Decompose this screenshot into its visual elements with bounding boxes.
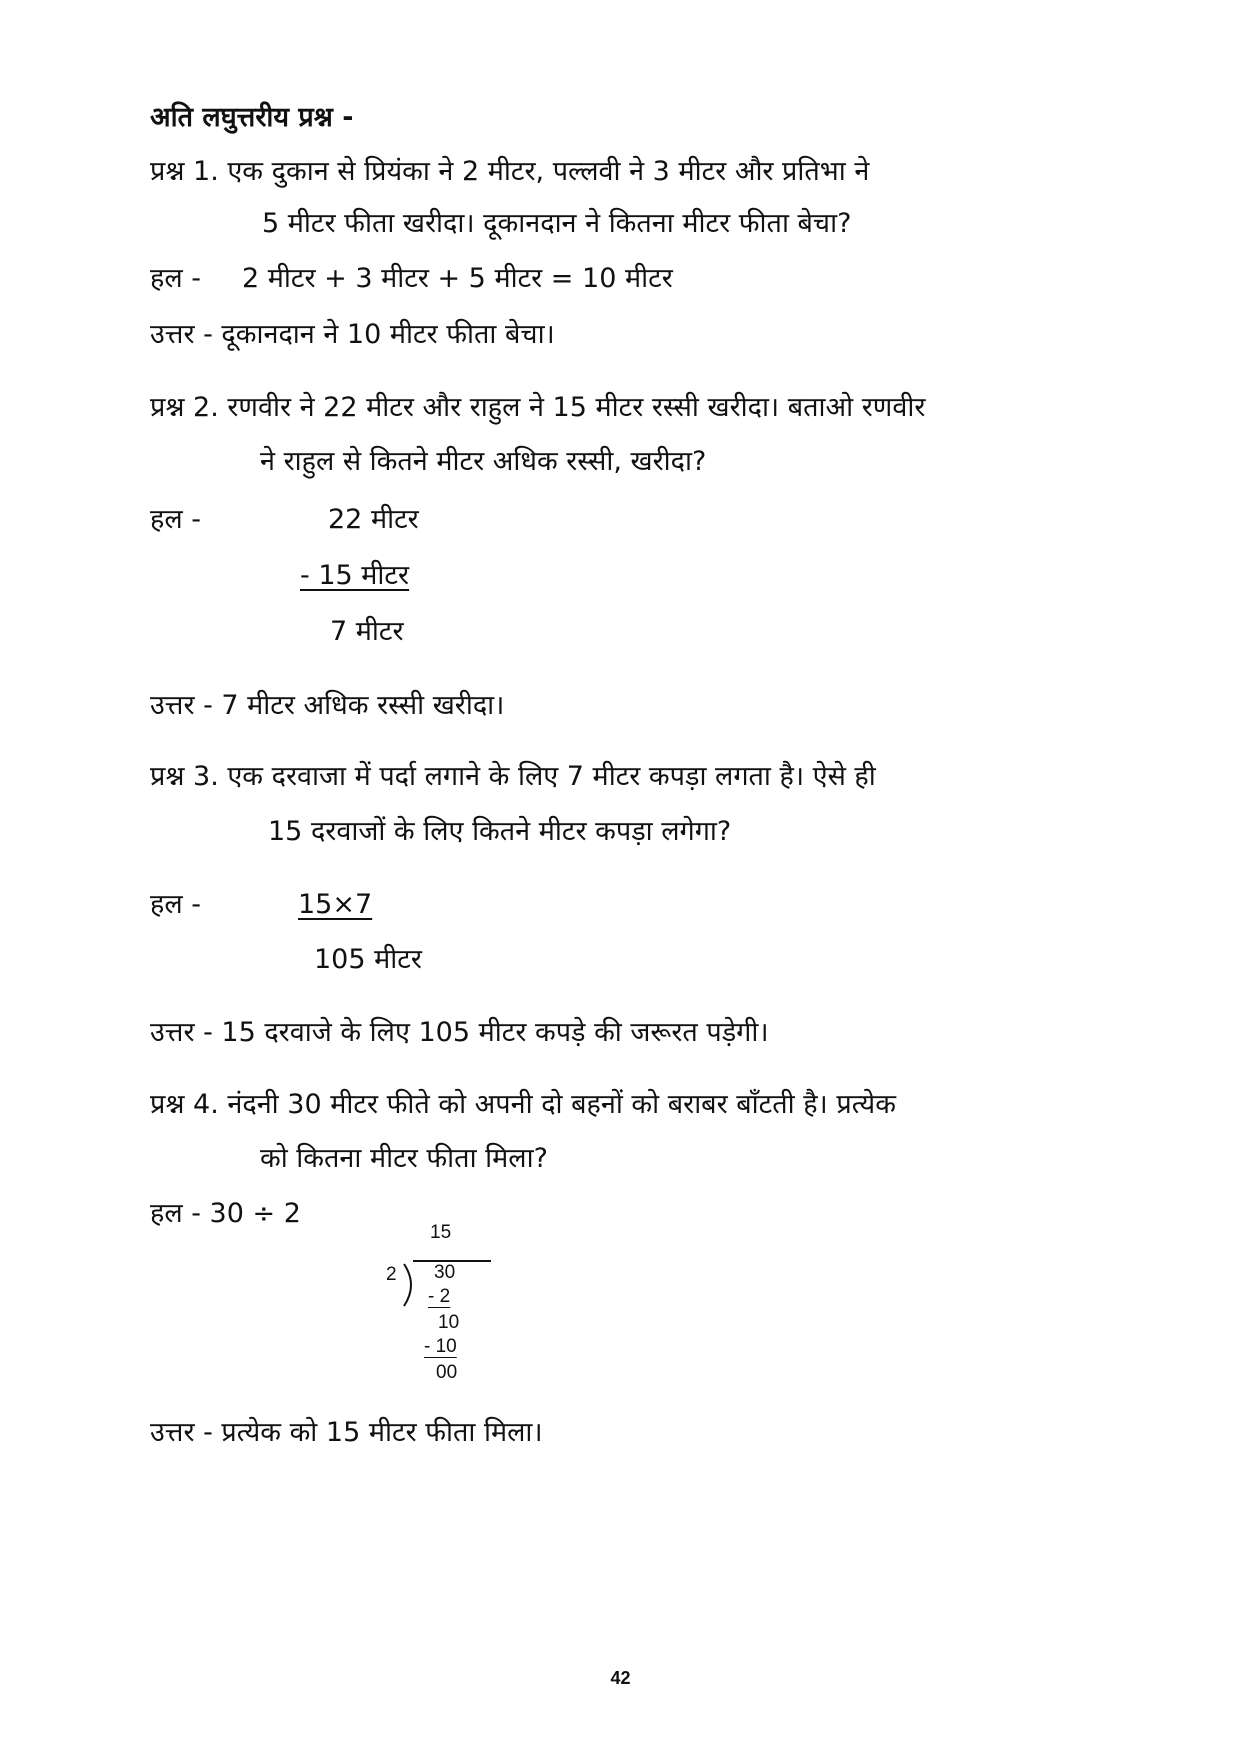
q3-step1: 15×7 [298,889,373,920]
q2-step3: 7 मीटर [330,616,404,647]
q4-line2: को कितना मीटर फीता मिला? [260,1143,548,1174]
q3-step2: 105 मीटर [314,944,422,975]
q2-solution-label: हल - [150,504,201,535]
q1-solution: 2 मीटर + 3 मीटर + 5 मीटर = 10 मीटर [242,263,673,294]
division-remainder-1: 10 [438,1312,460,1333]
q3-solution-label: हल - [150,889,201,920]
q4-answer: उत्तर - प्रत्येक को 15 मीटर फीता मिला। [150,1417,543,1448]
q2-step2: - 15 मीटर [300,560,410,591]
q4-line1: प्रश्न 4. नंदनी 30 मीटर फीते को अपनी दो बहनों को बराबर बाँटती है। प्रत्येक [150,1089,896,1120]
q2-line1: प्रश्न 2. रणवीर ने 22 मीटर और राहुल ने 15 मीटर रस्सी खरीदा। बताओ रणवीर [150,392,926,423]
q3-line1: प्रश्न 3. एक दरवाजा में पर्दा लगाने के लिए 7 मीटर कपड़ा लगता है। ऐसे ही [150,761,876,792]
division-subtract-2: - 10 [424,1336,457,1357]
q3-answer: उत्तर - 15 दरवाजे के लिए 105 मीटर कपड़े की जरूरत पड़ेगी। [150,1017,769,1048]
q1-line2: 5 मीटर फीता खरीदा। दूकानदान ने कितना मीटर फीता बेचा? [262,208,852,239]
section-heading: अति लघुत्तरीय प्रश्न - [150,102,354,133]
division-bracket [400,1262,422,1308]
division-subtract-1: - 2 [428,1286,451,1307]
division-quotient: 15 [430,1222,452,1243]
division-divisor: 2 [386,1264,397,1285]
q3-line2: 15 दरवाजों के लिए कितने मीटर कपड़ा लगेगा? [268,816,732,847]
page-number: 42 [610,1668,631,1688]
division-dividend: 30 [434,1262,456,1283]
division-remainder-2: 00 [436,1362,458,1383]
q2-answer: उत्तर - 7 मीटर अधिक रस्सी खरीदा। [150,690,505,721]
q1-solution-label: हल - [150,263,201,294]
q1-line1: प्रश्न 1. एक दुकान से प्रियंका ने 2 मीटर, पल्लवी ने 3 मीटर और प्रतिभा ने [150,156,870,187]
q4-solution: हल - 30 ÷ 2 [150,1198,301,1229]
q1-answer: उत्तर - दूकानदान ने 10 मीटर फीता बेचा। [150,319,555,350]
q2-step1: 22 मीटर [328,504,419,535]
q2-line2: ने राहुल से कितने मीटर अधिक रस्सी, खरीदा? [260,446,707,477]
